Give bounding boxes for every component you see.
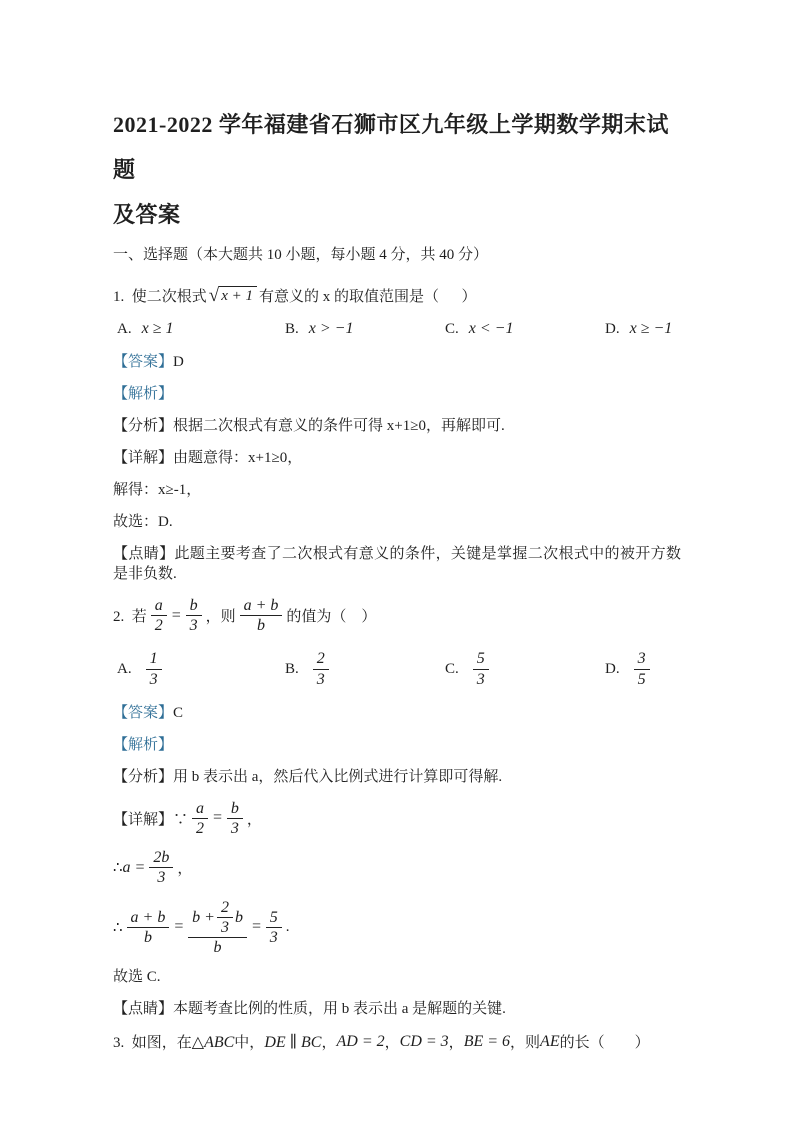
ae-segment: AE [540,1032,560,1050]
q2-option-a [117,649,285,688]
big-nested-fraction [188,898,247,958]
fraction-aplusb-over-b: $\frac{a + b}{b}$ [240,596,283,635]
q1-option-d [605,320,672,338]
fraction-2-over-3: $\frac{2}{3}$ [217,898,233,937]
q2-stem-suffix: 的值为（ ） [286,609,377,626]
therefore-sign: ∴ [113,919,123,936]
question-3-stem [113,1031,681,1052]
q2-xj2-mid: a = [122,858,146,876]
q1-xiangjie: 【详解】由题意得：x+1≥0， [113,450,303,466]
fraction-a-over-2: $\frac{a}{2}$ [192,799,208,838]
answer-tag: 【答案】 [113,354,174,370]
q2-option-c [445,649,605,688]
q2-xiangjie-line1 [113,799,681,838]
q3-text: 中， [234,1035,265,1052]
answer-tag: 【答案】 [113,704,174,721]
fraction-1-over-3: $\frac{1}{3}$ [146,649,162,688]
equals-sign: = [170,606,182,624]
de-parallel-bc: DE ∥ BC [264,1033,322,1051]
radical-sign: √ [208,285,220,306]
fraction-3-over-5: $\frac{3}{5}$ [634,649,650,688]
fraction-5-over-3: $\frac{5}{3}$ [473,649,489,688]
comma: ， [246,811,262,828]
page-title-line1: 2021-2022 学年福建省石狮市区九年级上学期数学期末试题 [113,112,669,182]
be-equals-6: BE = 6 [463,1032,511,1050]
fraction-aplusb-over-b: $\frac{a + b}{b}$ [127,908,170,947]
q1-stem-prefix: 1. 使二次根式 [113,289,207,305]
q2-xiangjie-line2 [113,848,681,887]
q1-answer-line [113,352,681,372]
option-value: x ≥ 1 [141,320,174,337]
option-label: A. [117,320,132,337]
radicand: x + 1 [219,286,257,305]
jiexi-tag: 【解析】 [113,386,174,402]
q2-stem-prefix: 2. 若 [113,609,147,626]
option-label: C. [445,660,459,677]
section-header-choice: 一、选择题（本大题共 10 小题，每小题 4 分，共 40 分） [113,247,489,263]
option-label: C. [445,320,459,337]
q1-options-row [117,320,681,338]
option-label: B. [285,660,299,677]
q2-dianjing: 【点睛】本题考查比例的性质，用 b 表示出 a 是解题的关键. [113,1001,506,1018]
q2-answer-value: C [173,704,184,721]
fraction-b-over-3: $\frac{b}{3}$ [227,799,243,838]
sqrt-expression [209,286,257,305]
q1-dianjing: 【点睛】此题主要考查了二次根式有意义的条件，关键是掌握二次根式中的被开方数是非负数. [113,546,681,582]
q2-answer-line [113,703,681,723]
q2-xj1-prefix: 【详解】∵ [113,811,189,828]
q1-answer-value: D [173,354,184,370]
ad-equals-2: AD = 2 [336,1032,385,1050]
q1-fenxi: 【分析】根据二次根式有意义的条件可得 x+1≥0，再解即可. [113,418,505,434]
fraction-2-over-3: $\frac{2}{3}$ [313,649,329,688]
q1-jiexi-line [113,384,681,404]
fraction-a-over-2: $\frac{a}{2}$ [151,596,167,635]
q3-text: 3. 如图，在 [113,1035,192,1052]
q3-text: ， [448,1035,464,1052]
period: . [285,918,290,935]
q2-stem-mid: ，则 [205,609,236,626]
option-label: A. [117,660,132,677]
question-1-stem [113,285,681,306]
q2-options-row [117,649,681,688]
option-label: B. [285,320,299,337]
triangle-abc: △ABC [191,1033,235,1051]
fraction-2b-over-3: $\frac{2b}{3}$ [149,848,173,887]
q2-guxuan: 故选 C. [113,969,161,986]
jiexi-tag: 【解析】 [113,736,174,753]
big-fraction-numerator: b + $\frac{2}{3}$ b [192,898,243,936]
q1-option-b [285,320,445,338]
cd-equals-3: CD = 3 [399,1032,449,1050]
q2-option-b [285,649,445,688]
option-label: D. [605,320,620,337]
option-value: x < −1 [468,320,514,337]
fraction-5-over-3: $\frac{5}{3}$ [266,908,282,947]
q3-text: ， [321,1035,337,1052]
equals-sign: = [212,809,223,827]
fraction-b-over-3: $\frac{b}{3}$ [186,596,202,635]
q2-option-d [605,649,654,688]
q1-jiede: 解得：x≥-1， [113,482,202,498]
question-2-stem [113,596,681,635]
page-title-line2: 及答案 [113,202,181,227]
q1-stem-suffix: 有意义的 x 的取值范围是（ ） [258,289,477,305]
q2-fenxi: 【分析】用 b 表示出 a，然后代入比例式进行计算即可得解. [113,768,503,785]
q1-option-a [117,320,285,338]
q1-option-c [445,320,605,338]
comma: ， [177,861,193,878]
equals-sign: = [173,918,185,936]
therefore-sign: ∴ [113,860,123,877]
q3-text: 的长（ ） [559,1035,650,1052]
equals-sign: = [250,918,262,936]
q2-xiangjie-line3 [113,898,681,958]
option-label: D. [605,660,620,677]
q3-text: ，则 [510,1035,541,1052]
option-value: x > −1 [308,320,354,337]
q1-guxuan: 故选：D. [113,514,173,530]
q2-jiexi-line [113,735,681,755]
q3-text: ， [384,1035,400,1052]
option-value: x ≥ −1 [629,320,673,337]
big-fraction-denominator: b [188,937,247,957]
